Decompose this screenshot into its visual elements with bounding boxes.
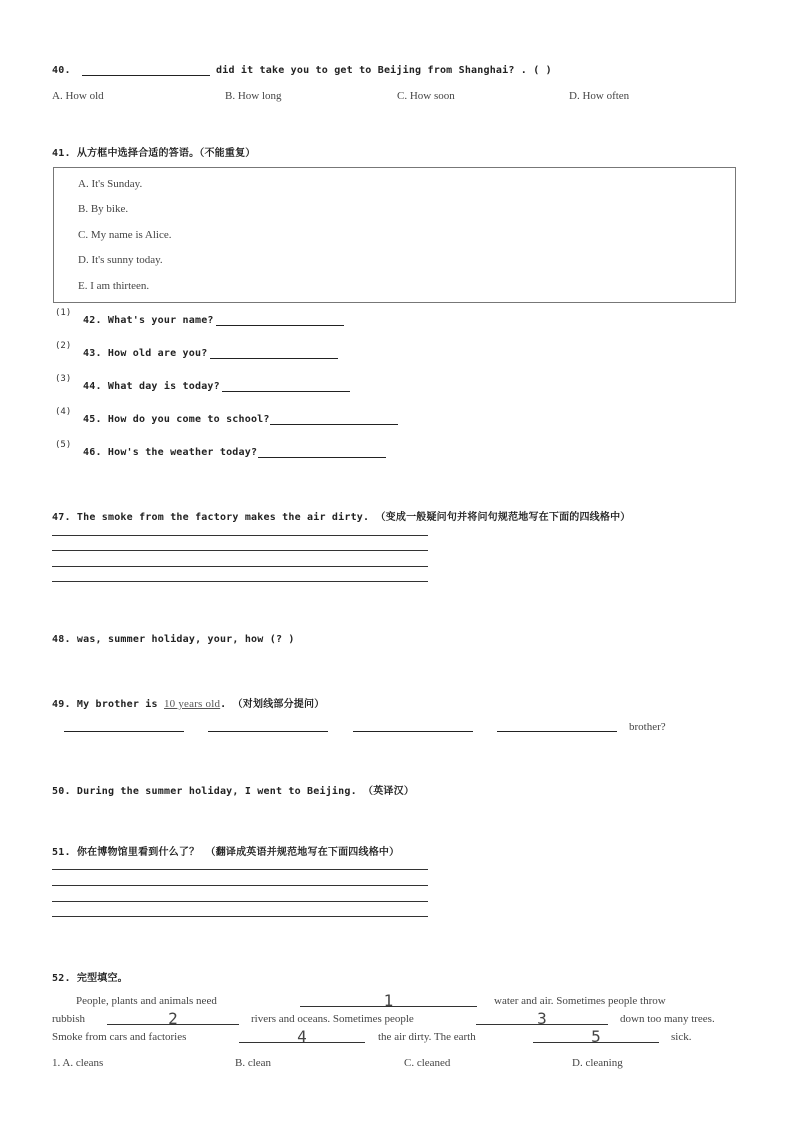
q43-answer-blank[interactable] [210, 348, 338, 359]
q47-question: 47. The smoke from the factory makes the air dirty. （变成一般疑问句并将问句规范地写在下面的四线格中） [52, 512, 631, 523]
q52-line1-c: water and air. Sometimes people throw [494, 995, 666, 1007]
q49-underlined-phrase: 10 years old [163, 698, 221, 710]
q44-answer-blank[interactable] [222, 381, 350, 392]
q48-question: 48. was, summer holiday, your, how (? ) [52, 634, 295, 645]
q52-blank-2[interactable]: 2 [107, 1013, 239, 1025]
q52-blank-3[interactable]: 3 [476, 1013, 608, 1025]
q42-question: 42. What's your name? [83, 315, 214, 326]
q41-box-option-a: A. It's Sunday. [78, 178, 143, 190]
q52-line3-c: the air dirty. The earth [378, 1031, 476, 1043]
q43-question: 43. How old are you? [83, 348, 208, 359]
q46-question: 46. How's the weather today? [83, 447, 258, 458]
q40-option-c: C. How soon [397, 90, 455, 102]
q49-prefix: 49. My brother is [52, 699, 158, 710]
q40-number: 40. [52, 65, 71, 76]
q50-question: 50. During the summer holiday, I went to Beijing. （英译汉） [52, 786, 415, 797]
q49-tail: brother? [629, 721, 666, 733]
q41-item-mark: (2) [55, 341, 72, 351]
q49-suffix: . （对划线部分提问） [220, 699, 325, 710]
q52-option-a: 1. A. cleans [52, 1057, 104, 1069]
q45-question: 45. How do you come to school? [83, 414, 270, 425]
q52-blank-4[interactable]: 4 [239, 1031, 365, 1043]
q46-answer-blank[interactable] [258, 447, 386, 458]
q49-answer-blank-3[interactable] [353, 721, 473, 732]
q52-option-b: B. clean [235, 1057, 272, 1069]
q40-option-a: A. How old [52, 90, 104, 102]
q52-line3-d: sick. [671, 1031, 692, 1043]
q41-title: 41. 从方框中选择合适的答语。（不能重复） [52, 148, 256, 159]
q40-option-b: B. How long [225, 90, 282, 102]
q52-title: 52. 完型填空。 [52, 973, 128, 984]
q41-box-option-c: C. My name is Alice. [78, 229, 172, 241]
q52-line3-a: Smoke from cars and factories [52, 1031, 187, 1043]
q49-answer-blank-1[interactable] [64, 721, 184, 732]
q41-item-mark: (3) [55, 374, 72, 384]
q40-option-d: D. How often [569, 90, 630, 102]
q41-box-option-b: B. By bike. [78, 203, 129, 215]
q52-line2-c: rivers and oceans. Sometimes people [251, 1013, 414, 1025]
q41-item-mark: (1) [55, 308, 72, 318]
q41-box-option-d: D. It's sunny today. [78, 254, 163, 266]
q51-question: 51. 你在博物馆里看到什么了？ （翻译成英语并规范地写在下面四线格中） [52, 847, 400, 858]
q41-box-option-e: E. I am thirteen. [78, 280, 150, 292]
q40-answer-blank[interactable] [82, 65, 210, 76]
q49-answer-blank-4[interactable] [497, 721, 617, 732]
q52-line2-d: down too many trees. [620, 1013, 715, 1025]
q52-line2-a: rubbish [52, 1013, 85, 1025]
q52-blank-5[interactable]: 5 [533, 1031, 659, 1043]
q52-blank-1[interactable]: 1 [300, 995, 477, 1007]
q42-answer-blank[interactable] [216, 315, 344, 326]
q45-answer-blank[interactable] [270, 414, 398, 425]
q41-item-mark: (4) [55, 407, 72, 417]
q41-item-mark: (5) [55, 440, 72, 450]
q49-question [52, 695, 324, 710]
q44-question: 44. What day is today? [83, 381, 220, 392]
q49-answer-blank-2[interactable] [208, 721, 328, 732]
q52-option-d: D. cleaning [572, 1057, 623, 1069]
q52-line1-a: People, plants and animals need [76, 995, 217, 1007]
q40-question: did it take you to get to Beijing from Shanghai? . ( ) [216, 65, 552, 76]
q52-option-c: C. cleaned [404, 1057, 451, 1069]
